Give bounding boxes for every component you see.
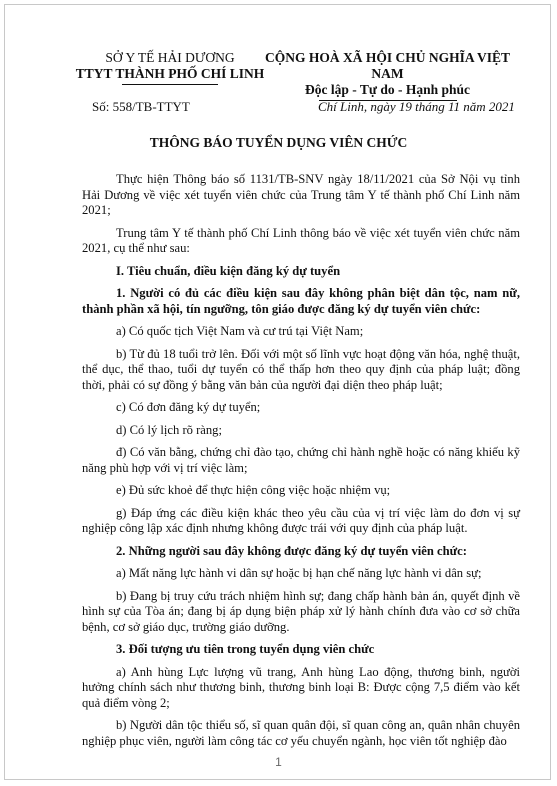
section-heading: I. Tiêu chuẩn, điều kiện đăng ký dự tuyển: [116, 263, 341, 278]
list-item: a) Mất năng lực hành vi dân sự hoặc bị hạn chế năng lực hành vi dân sự;: [116, 566, 482, 580]
subsection-heading: 3. Đối tượng ưu tiên trong tuyển dụng viên chức: [116, 642, 375, 656]
document-number: Số: 558/TB-TTYT: [92, 99, 190, 114]
subsection-heading: 2. Những người sau đây không được đăng ký dự tuyển viên chức:: [116, 543, 467, 558]
page-number: 1: [275, 755, 282, 769]
list-item: d) Có lý lịch rõ ràng;: [116, 422, 222, 437]
list-item: đ) Có văn bằng, chứng chỉ đào tạo, chứng chỉ hành nghề hoặc có năng khiếu kỹ năng phù hợp với vị trí việc làm;: [82, 445, 520, 475]
subsection-heading: 1. Người có đủ các điều kiện sau đây không phân biệt dân tộc, nam nữ, thành phần xã hội, tín ngưỡng, tôn giáo được đăng ký dự tuyển viên chức:: [82, 286, 520, 316]
list-item: c) Có đơn đăng ký dự tuyển;: [116, 400, 261, 414]
paragraph: Thực hiện Thông báo số 1131/TB-SNV ngày 18/11/2021 của Sở Nội vụ tỉnh Hải Dương về việc xét tuyển viên chức của Trung tâm Y tế thành phố Chí Linh năm 2021;: [82, 172, 520, 217]
list-item: b) Đang bị truy cứu trách nhiệm hình sự; đang chấp hành bản án, quyết định về hình sự của Tòa án; đang bị áp dụng biện pháp xử lý hành chính đưa vào cơ sở chữa bệnh, cơ sở giáo dục, trường giáo dưỡng.: [82, 588, 520, 634]
list-item: b) Người dân tộc thiểu số, sĩ quan quân đội, sĩ quan công an, quân nhân chuyên nghiệp phục viên, người làm công tác cơ yếu chuyển ngành, học viên tốt nghiệp đào: [82, 718, 520, 748]
document-body: [82, 172, 520, 756]
list-item: a) Anh hùng Lực lượng vũ trang, Anh hùng Lao động, thương binh, người hưởng chính sách như thương binh, thương binh loại B: Được cộng 7,5 điểm vào kết quả điểm vòng 2;: [82, 664, 520, 710]
national-header: [250, 50, 525, 101]
parent-agency: SỞ Y TẾ HẢI DƯƠNG: [105, 50, 235, 65]
national-title: CỘNG HOÀ XÃ HỘI CHỦ NGHĨA VIỆT NAM: [264, 50, 511, 81]
paragraph: Trung tâm Y tế thành phố Chí Linh thông báo về việc xét tuyển viên chức năm 2021, cụ thể như sau:: [82, 225, 520, 255]
list-item: e) Đủ sức khoẻ để thực hiện công việc hoặc nhiệm vụ;: [116, 483, 391, 497]
document-date: Chí Linh, ngày 19 tháng 11 năm 2021: [318, 99, 515, 114]
document-title: THÔNG BÁO TUYỂN DỤNG VIÊN CHỨC: [149, 135, 408, 150]
agency-header: [70, 50, 270, 85]
national-motto: Độc lập - Tự do - Hạnh phúc: [304, 82, 471, 97]
agency-underline: [122, 84, 218, 85]
list-item: g) Đáp ứng các điều kiện khác theo yêu cầu của vị trí việc làm do đơn vị sự nghiệp công lập xác định nhưng không được trái với quy định của pháp luật.: [82, 505, 520, 535]
list-item: b) Từ đủ 18 tuổi trở lên. Đối với một số lĩnh vực hoạt động văn hóa, nghệ thuật, thể dục, thể thao, tuổi dự tuyển có thể thấp hơn theo quy định của pháp luật; đồng thời, phải có sự đồng ý bằng văn bản của người đại diện theo pháp luật;: [82, 346, 520, 392]
list-item: a) Có quốc tịch Việt Nam và cư trú tại Việt Nam;: [116, 324, 364, 338]
issuing-agency: TTYT THÀNH PHỐ CHÍ LINH: [75, 66, 265, 81]
